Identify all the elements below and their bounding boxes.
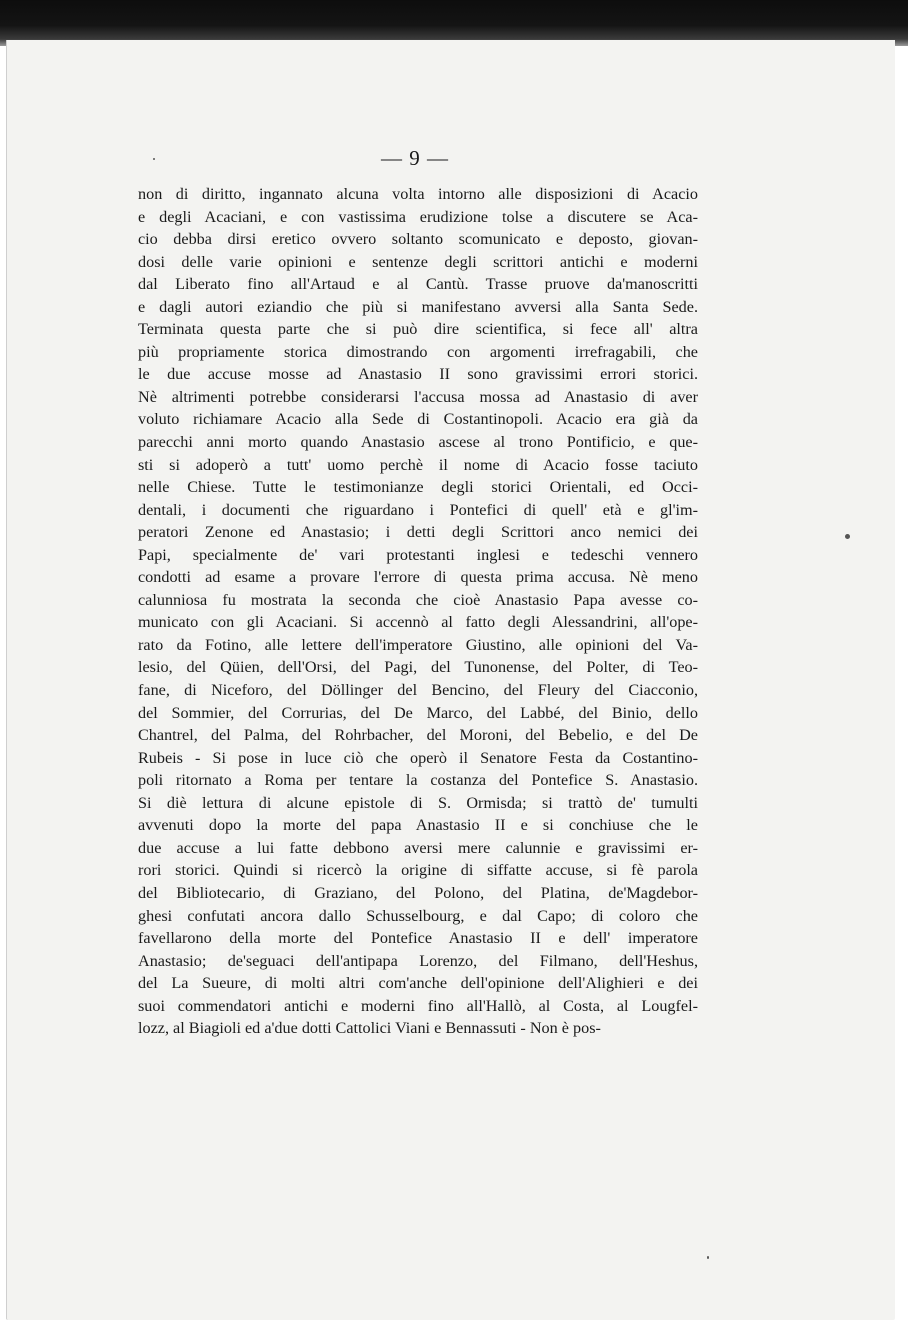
text-line: Chantrel, del Palma, del Rohrbacher, del Moroni, del Bebelio, e del De — [138, 726, 698, 745]
text-line: Rubeis - Si pose in luce ciò che operò il Senatore Festa da Costantino- — [138, 748, 698, 767]
body-text — [138, 183, 698, 1040]
text-line: del La Sueure, di molti altri com'anche dell'opinione dell'Alighieri e dei — [138, 974, 698, 993]
text-line: calunniosa fu mostrata la seconda che cioè Anastasio Papa avesse co- — [138, 590, 698, 609]
text-line: non di diritto, ingannato alcuna volta intorno alle disposizioni di Acacio — [138, 185, 698, 203]
text-line: dosi delle varie opinioni e sentenze degli scrittori antichi e moderni — [138, 252, 698, 271]
text-line: ghesi confutati ancora dallo Schusselbourg, e dal Capo; di coloro che — [138, 906, 698, 925]
text-line: nelle Chiese. Tutte le testimonianze degli storici Orientali, ed Occi- — [138, 478, 698, 497]
text-line: più propriamente storica dimostrando con argomenti irrefragabili, che — [138, 342, 698, 361]
text-line: favellarono della morte del Pontefice Anastasio II e dell' imperatore — [138, 929, 698, 948]
text-line: parecchi anni morto quando Anastasio ascese al trono Pontificio, e que- — [138, 433, 698, 452]
text-line: rori storici. Quindi si ricercò la origine di siffatte accuse, si fè parola — [138, 861, 698, 880]
paper-speck — [707, 1256, 709, 1259]
text-line: Papi, specialmente de' vari protestanti inglesi e tedeschi vennero — [138, 545, 698, 564]
text-line: le due accuse mosse ad Anastasio II sono gravissimi errori storici. — [138, 365, 698, 384]
paper-speck — [845, 534, 850, 539]
text-line: poli ritornato a Roma per tentare la costanza del Pontefice S. Anastasio. — [138, 771, 698, 790]
text-line: lesio, del Qüien, dell'Orsi, del Pagi, del Tunonense, del Polter, di Teo- — [138, 658, 698, 677]
page-number: — 9 — — [381, 146, 449, 170]
text-line: municato con gli Acaciani. Si accennò al fatto degli Alessandrini, all'ope- — [138, 613, 698, 632]
text-line: del Sommier, del Corrurias, del De Marco, del Labbé, del Binio, dello — [138, 703, 698, 722]
text-line: Terminata questa parte che si può dire scientifica, si fece all' altra — [138, 320, 698, 339]
text-line: e degli Acaciani, e con vastissima erudizione tolse a discutere se Aca- — [138, 207, 698, 226]
text-line: Nè altrimenti potrebbe considerarsi l'accusa mossa ad Anastasio di aver — [138, 387, 698, 406]
text-line: voluto richiamare Acacio alla Sede di Costantinopoli. Acacio era già da — [138, 410, 698, 429]
text-line: dentali, i documenti che riguardano i Pontefici di quell' età e gl'im- — [138, 500, 698, 519]
text-line: fane, di Niceforo, del Döllinger del Bencino, del Fleury del Ciacconio, — [138, 681, 698, 700]
text-line: rato da Fotino, alle lettere dell'imperatore Giustino, alle opinioni del Va- — [138, 635, 698, 654]
text-line: Si diè lettura di alcune epistole di S. Ormisda; si trattò de' tumulti — [138, 793, 698, 812]
text-line: lozz, al Biagioli ed a'due dotti Cattolici Viani e Bennassuti - Non è pos- — [138, 1019, 601, 1038]
text-line: dal Liberato fino all'Artaud e al Cantù. Trasse pruove da'manoscritti — [138, 275, 698, 294]
text-line: avvenuti dopo la morte del papa Anastasio II e si conchiuse che le — [138, 816, 698, 835]
text-line: due accuse a lui fatte debbono aversi mere calunnie e gravissimi er- — [138, 838, 698, 857]
text-line: cio debba dirsi eretico ovvero soltanto scomunicato e deposto, giovan- — [138, 230, 698, 249]
text-line: Anastasio; de'seguaci dell'antipapa Lorenzo, del Filmano, dell'Heshus, — [138, 951, 698, 970]
text-line: del Bibliotecario, di Graziano, del Polono, del Platina, de'Magdebor- — [138, 883, 698, 902]
text-line: condotti ad esame a provare l'errore di questa prima accusa. Nè meno — [138, 568, 698, 587]
text-line: e dagli autori eziandio che più si manifestano avversi alla Santa Sede. — [138, 297, 698, 316]
text-line: sti si adoperò a tutt' uomo perchè il nome di Acacio fosse taciuto — [138, 455, 698, 474]
text-line: peratori Zenone ed Anastasio; i detti degli Scrittori anco nemici dei — [138, 523, 698, 542]
text-line: suoi commendatori antichi e moderni fino all'Hallò, al Costa, al Lougfel- — [138, 996, 698, 1015]
